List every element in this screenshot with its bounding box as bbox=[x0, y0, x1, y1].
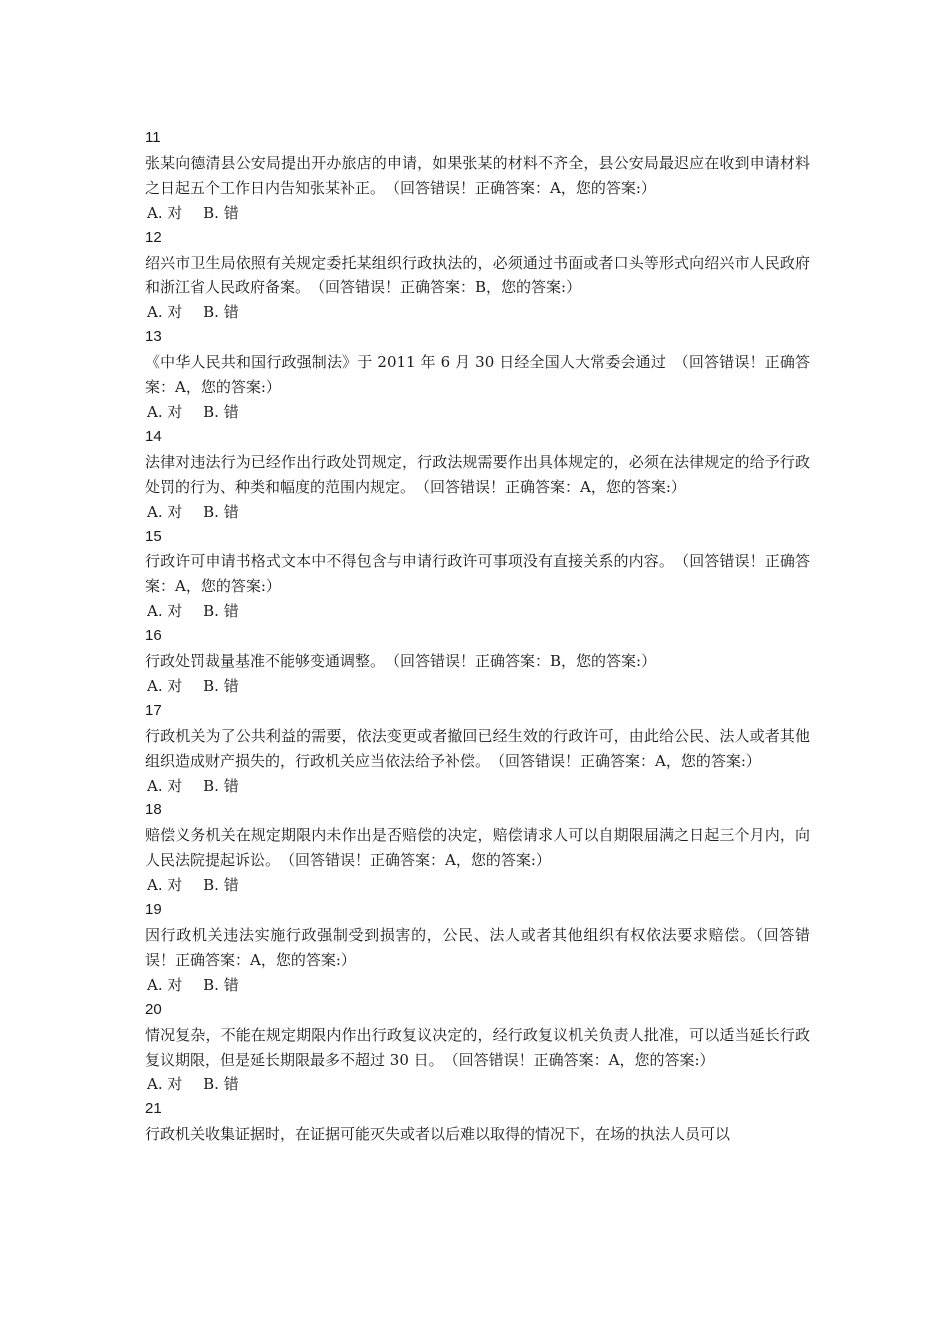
question-text: 绍兴市卫生局依照有关规定委托某组织行政执法的，必须通过书面或者口头等形式向绍兴市人民政府和浙江省人民政府备案。 （回答错误！正确答案：B，您的答案:） bbox=[145, 253, 810, 297]
question-14 bbox=[145, 425, 810, 525]
question-number: 20 bbox=[145, 1000, 162, 1018]
question-18 bbox=[145, 798, 810, 898]
option-a: A. 对 bbox=[147, 303, 183, 322]
question-number: 14 bbox=[145, 427, 162, 445]
answer-options bbox=[145, 201, 810, 226]
option-a: A. 对 bbox=[147, 402, 183, 421]
option-a: A. 对 bbox=[147, 676, 183, 695]
option-a: A. 对 bbox=[147, 203, 183, 222]
question-text: 法律对违法行为已经作出行政处罚规定，行政法规需要作出具体规定的，必须在法律规定的给予行政处罚的行为、种类和幅度的范围内规定。 （回答错误！正确答案：A，您的答案:） bbox=[145, 452, 810, 496]
question-text: 《中华人民共和国行政强制法》于 2011 年 6 月 30 日经全国人大常委会通过 （回答错误！正确答案：A，您的答案:） bbox=[145, 353, 810, 397]
question-19 bbox=[145, 898, 810, 998]
option-b: B. 错 bbox=[203, 676, 239, 695]
question-21 bbox=[145, 1097, 810, 1147]
option-a: A. 对 bbox=[147, 602, 183, 621]
question-number: 11 bbox=[145, 129, 161, 146]
question-number: 18 bbox=[145, 801, 162, 819]
answer-options bbox=[145, 1072, 810, 1097]
question-text: 行政机关为了公共利益的需要，依法变更或者撤回已经生效的行政许可，由此给公民、法人或者其他组织造成财产损失的，行政机关应当依法给予补偿。 （回答错误！正确答案：A，您的答案:） bbox=[145, 726, 810, 770]
question-number: 16 bbox=[145, 627, 162, 645]
question-13 bbox=[145, 325, 810, 425]
question-16 bbox=[145, 624, 810, 699]
option-a: A. 对 bbox=[147, 502, 183, 521]
question-20 bbox=[145, 998, 810, 1098]
question-text: 行政机关收集证据时，在证据可能灭失或者以后难以取得的情况下，在场的执法人员可以 bbox=[145, 1125, 731, 1144]
question-number: 17 bbox=[145, 701, 162, 719]
answer-options bbox=[145, 873, 810, 898]
question-number: 19 bbox=[145, 901, 162, 919]
answer-options bbox=[145, 973, 810, 998]
option-b: B. 错 bbox=[203, 1075, 239, 1094]
option-b: B. 错 bbox=[203, 203, 239, 222]
option-b: B. 错 bbox=[203, 776, 239, 795]
question-number: 15 bbox=[145, 527, 162, 545]
answer-options bbox=[145, 500, 810, 525]
question-number: 12 bbox=[145, 228, 162, 246]
question-number: 13 bbox=[145, 328, 162, 346]
question-text: 情况复杂，不能在规定期限内作出行政复议决定的，经行政复议机关负责人批准，可以适当延长行政复议期限，但是延长期限最多不超过 30 日。 （回答错误！正确答案：A，您的答案:） bbox=[145, 1025, 810, 1069]
question-text: 赔偿义务机关在规定期限内未作出是否赔偿的决定，赔偿请求人可以自期限届满之日起三个月内，向人民法院提起诉讼。 （回答错误！正确答案：A，您的答案:） bbox=[145, 826, 810, 870]
answer-options bbox=[145, 599, 810, 624]
question-text: 张某向德清县公安局提出开办旅店的申请，如果张某的材料不齐全，县公安局最迟应在收到申请材料之日起五个工作日内告知张某补正。 （回答错误！正确答案：A，您的答案:） bbox=[145, 153, 810, 197]
option-a: A. 对 bbox=[147, 1075, 183, 1094]
answer-options bbox=[145, 400, 810, 425]
answer-options bbox=[145, 674, 810, 699]
question-text: 行政处罚裁量基准不能够变通调整。 （回答错误！正确答案：B，您的答案:） bbox=[145, 652, 657, 671]
document-page bbox=[145, 126, 810, 1147]
question-11 bbox=[145, 126, 810, 226]
option-b: B. 错 bbox=[203, 402, 239, 421]
option-b: B. 错 bbox=[203, 602, 239, 621]
option-b: B. 错 bbox=[203, 502, 239, 521]
option-a: A. 对 bbox=[147, 975, 183, 994]
option-b: B. 错 bbox=[203, 876, 239, 895]
option-b: B. 错 bbox=[203, 303, 239, 322]
question-text: 因行政机关违法实施行政强制受到损害的，公民、法人或者其他组织有权依法要求赔偿。（回答错误！正确答案：A，您的答案:） bbox=[145, 926, 810, 969]
question-number: 21 bbox=[145, 1100, 162, 1118]
option-a: A. 对 bbox=[147, 876, 183, 895]
question-12 bbox=[145, 226, 810, 326]
question-text: 行政许可申请书格式文本中不得包含与申请行政许可事项没有直接关系的内容。 （回答错误！正确答案：A，您的答案:） bbox=[145, 552, 810, 596]
answer-options bbox=[145, 300, 810, 325]
option-a: A. 对 bbox=[147, 776, 183, 795]
question-17 bbox=[145, 699, 810, 799]
option-b: B. 错 bbox=[203, 975, 239, 994]
question-15 bbox=[145, 525, 810, 625]
answer-options bbox=[145, 774, 810, 799]
